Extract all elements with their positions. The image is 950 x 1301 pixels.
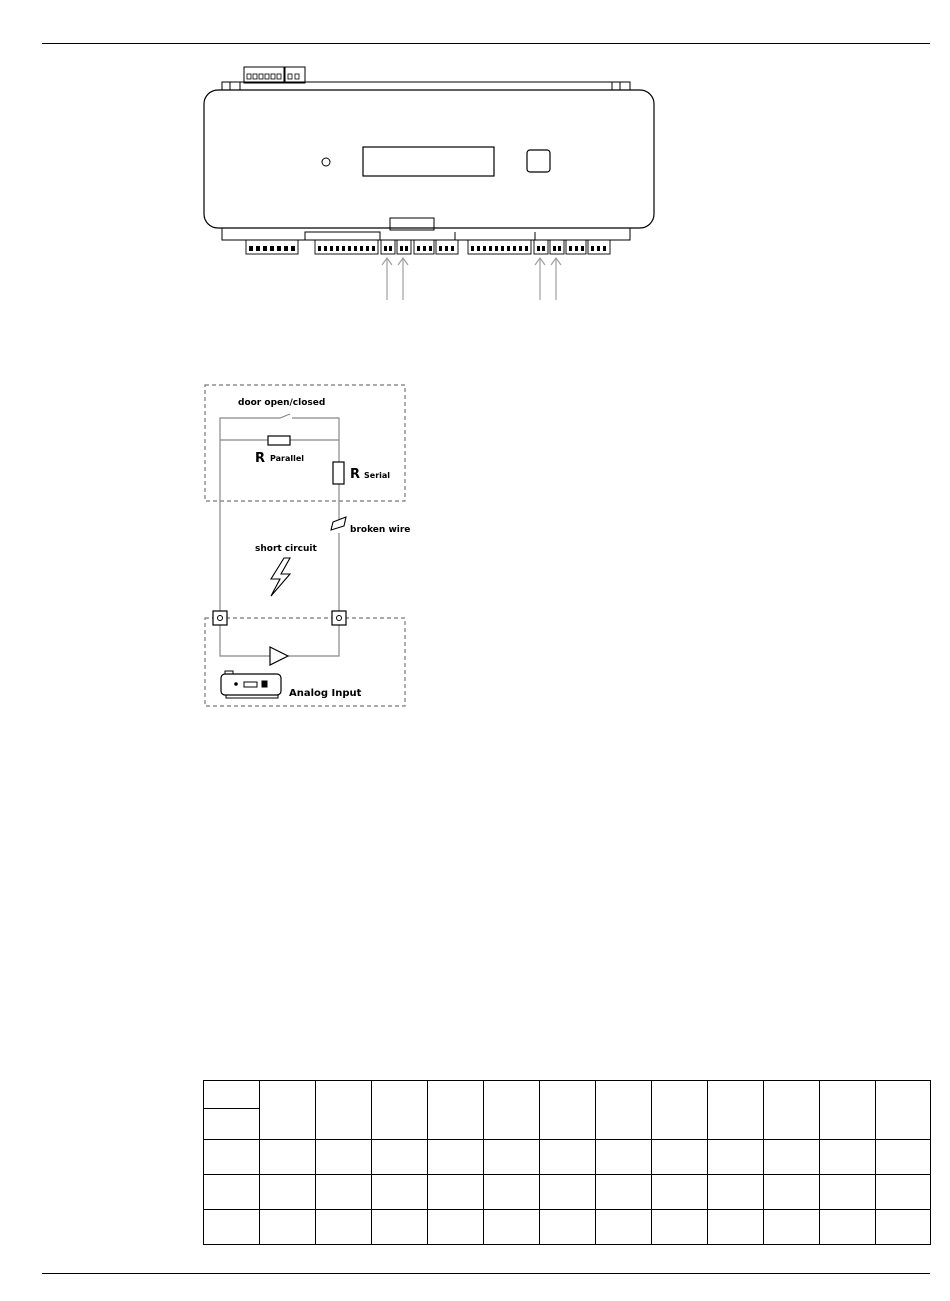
label-door-open-closed: door open/closed <box>238 398 326 408</box>
analog-input-arrows <box>382 258 561 300</box>
analog-input-wiring-diagram <box>200 380 415 715</box>
label-broken-wire: broken wire <box>350 525 411 535</box>
device-button <box>527 150 550 172</box>
label-r-parallel: R <box>255 451 266 466</box>
controller-device-illustration <box>200 62 660 312</box>
mini-controller-icon <box>221 671 281 698</box>
table-cell <box>484 1081 540 1140</box>
table-row <box>204 1140 931 1175</box>
label-r-serial: R <box>350 467 361 482</box>
table-cell <box>204 1081 260 1109</box>
table-cell <box>428 1081 484 1140</box>
table-cell <box>260 1081 316 1140</box>
lightning-bolt-icon <box>271 558 290 596</box>
table-row <box>204 1210 931 1245</box>
footer-rule <box>42 1273 930 1274</box>
header-rule <box>42 43 930 44</box>
top-connector-block <box>244 67 305 83</box>
empty-data-table <box>203 1080 931 1245</box>
table-cell <box>652 1081 708 1140</box>
label-analog-input: Analog Input <box>289 688 362 699</box>
table-row <box>204 1175 931 1210</box>
label-short-circuit: short circuit <box>255 544 317 554</box>
lcd-display <box>363 147 494 176</box>
table-cell <box>876 1081 931 1140</box>
table-cell <box>820 1081 876 1140</box>
table-cell <box>316 1081 372 1140</box>
label-r-serial-sub: Serial <box>364 471 391 480</box>
table-cell <box>764 1081 820 1140</box>
label-r-parallel-sub: Parallel <box>270 454 305 463</box>
device-body <box>204 90 654 228</box>
table-cell <box>540 1081 596 1140</box>
table-cell <box>372 1081 428 1140</box>
table-cell <box>204 1109 260 1140</box>
r-serial-resistor <box>333 462 344 484</box>
table-cell <box>596 1081 652 1140</box>
table-cell <box>708 1081 764 1140</box>
amplifier-icon <box>270 647 288 665</box>
terminal-right <box>332 611 346 625</box>
table-header-row <box>204 1081 931 1109</box>
terminal-left <box>213 611 227 625</box>
r-parallel-resistor <box>268 436 290 445</box>
status-led-icon <box>322 158 330 166</box>
